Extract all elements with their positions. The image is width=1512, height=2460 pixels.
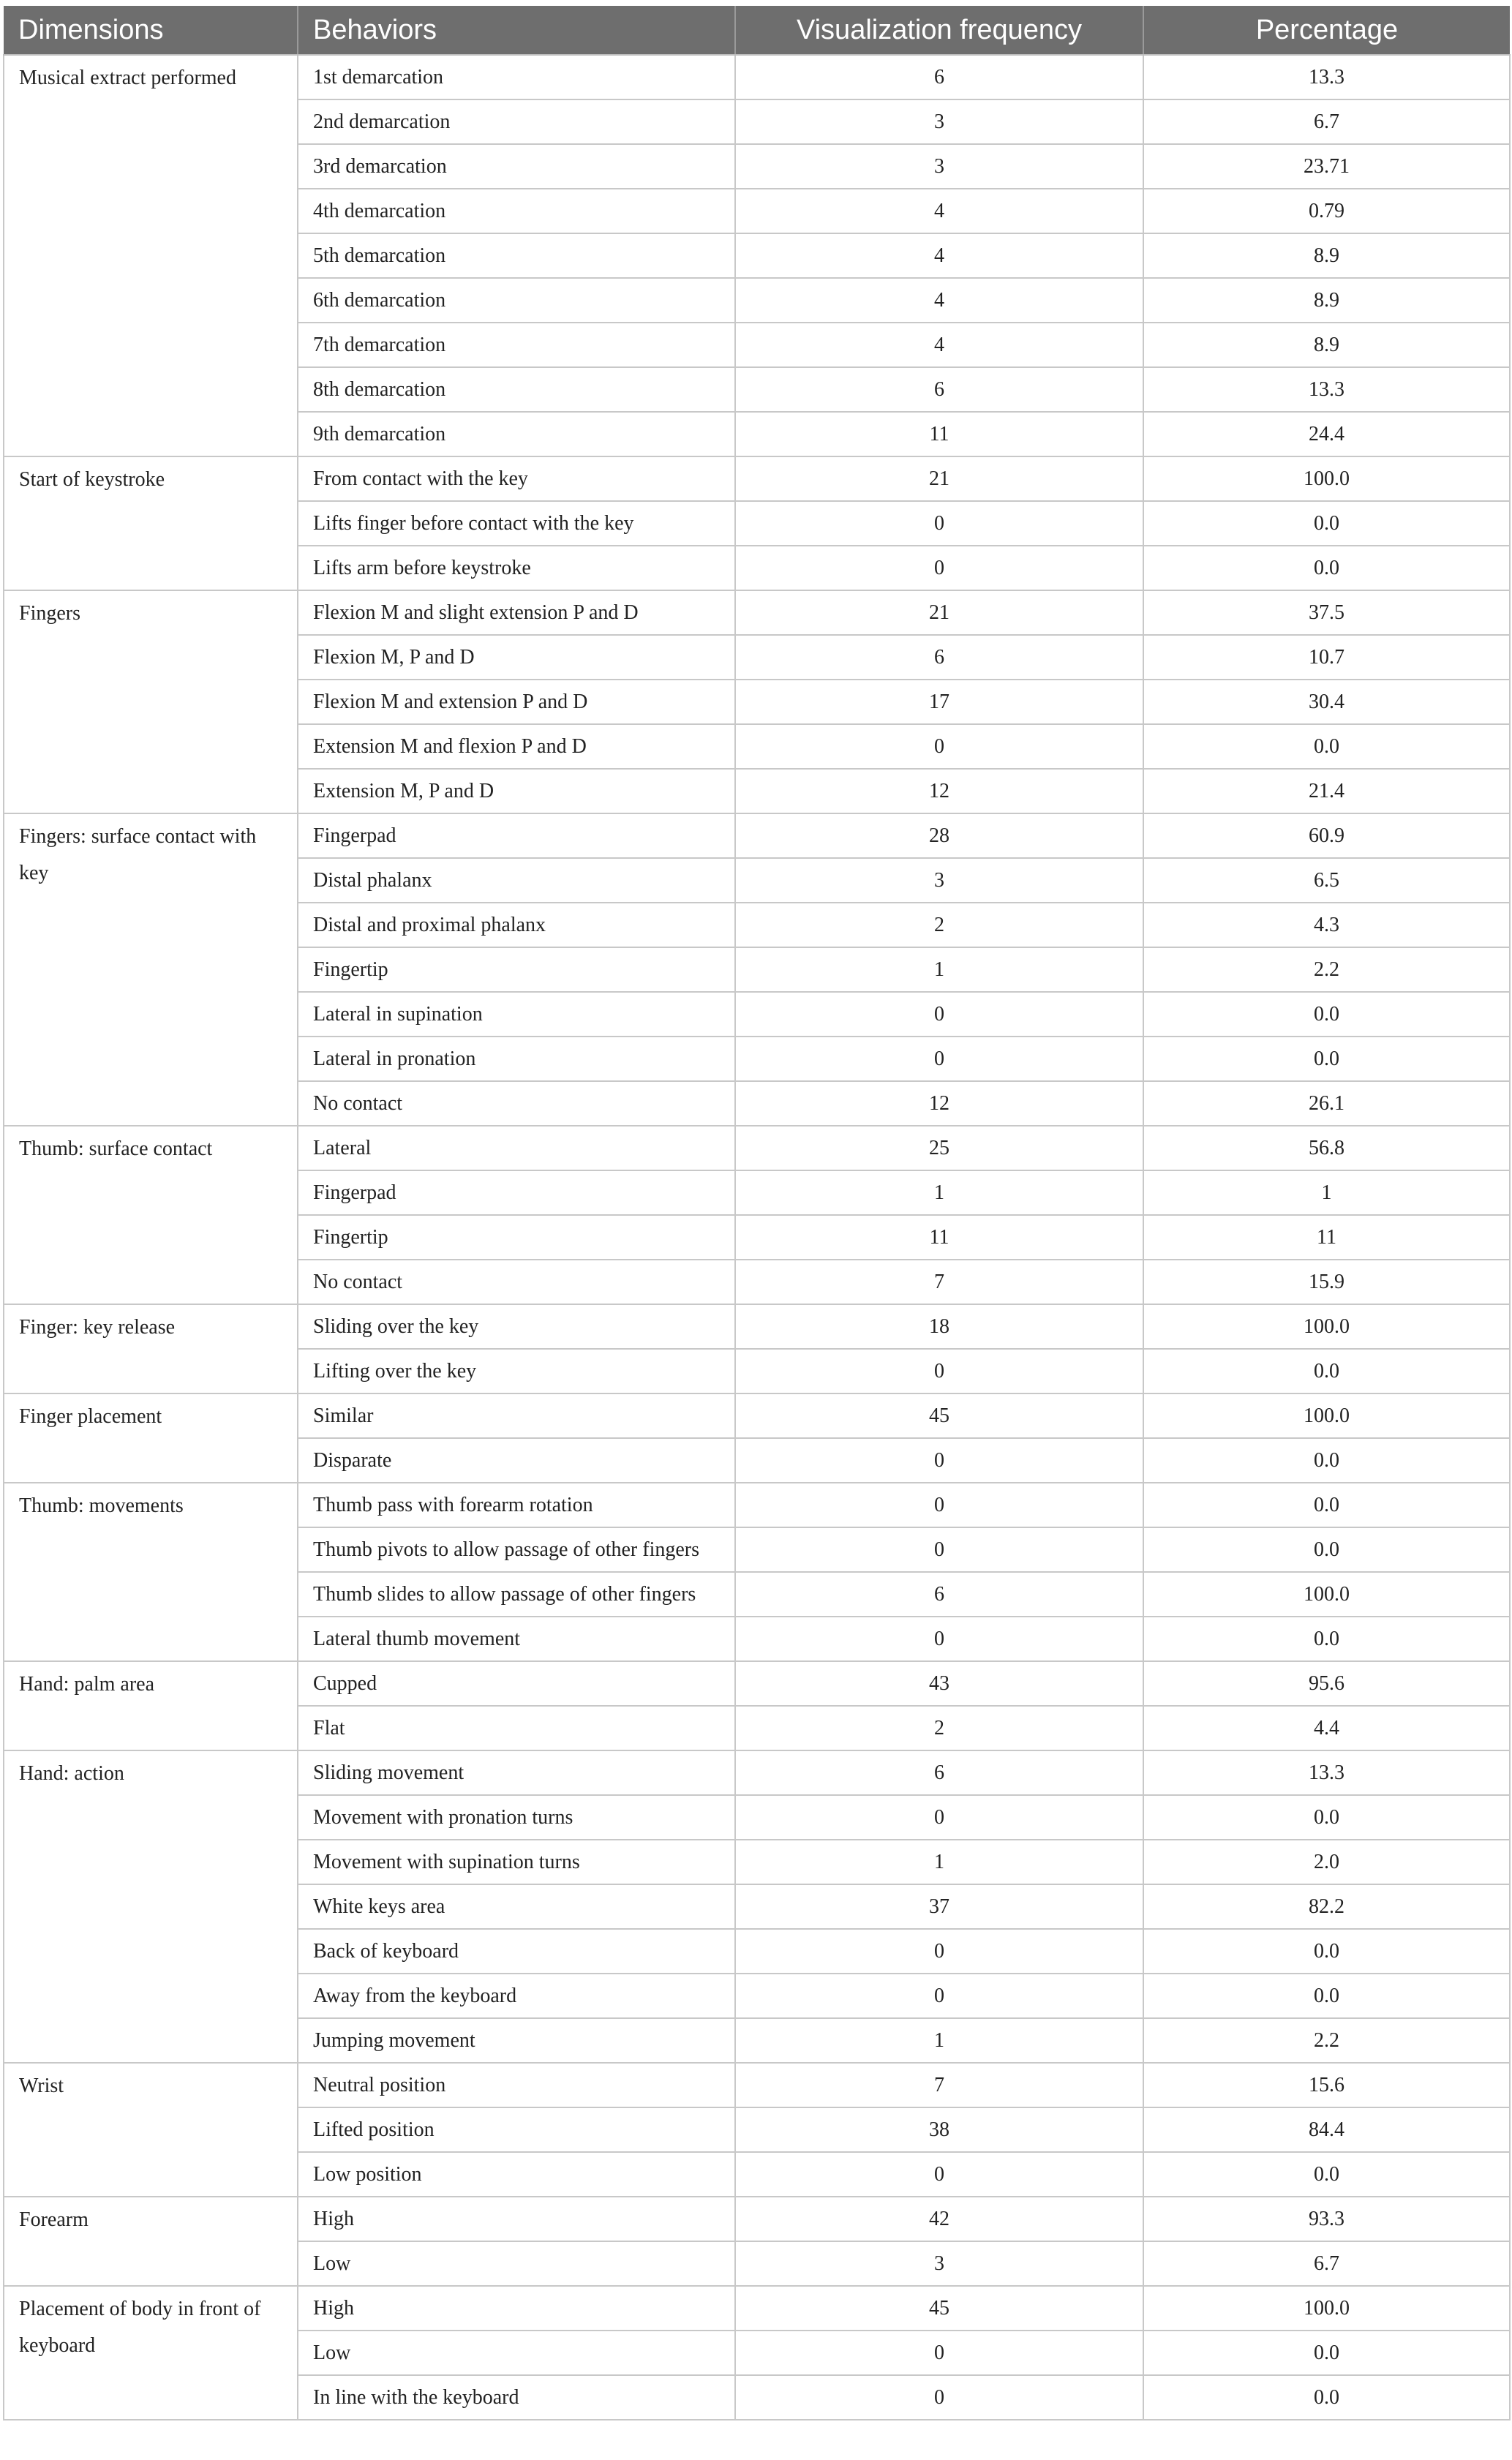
percentage-cell: 0.0 xyxy=(1143,1795,1510,1840)
percentage-cell: 13.3 xyxy=(1143,1750,1510,1795)
percentage-cell: 100.0 xyxy=(1143,2286,1510,2331)
behavior-cell: Extension M and flexion P and D xyxy=(298,724,735,769)
behavior-cell: Jumping movement xyxy=(298,2018,735,2063)
behavior-cell: Lifted position xyxy=(298,2107,735,2152)
percentage-cell: 84.4 xyxy=(1143,2107,1510,2152)
table-row xyxy=(4,1483,1510,1527)
percentage-cell: 6.7 xyxy=(1143,99,1510,144)
frequency-cell: 21 xyxy=(735,590,1143,635)
behavior-cell: 2nd demarcation xyxy=(298,99,735,144)
behavior-cell: Sliding over the key xyxy=(298,1304,735,1349)
behavior-cell: No contact xyxy=(298,1081,735,1126)
frequency-cell: 0 xyxy=(735,2375,1143,2420)
header-dimensions: Dimensions xyxy=(4,6,298,55)
behavior-cell: 5th demarcation xyxy=(298,233,735,278)
frequency-cell: 2 xyxy=(735,903,1143,947)
percentage-cell: 8.9 xyxy=(1143,278,1510,323)
behavior-cell: Extension M, P and D xyxy=(298,769,735,813)
percentage-cell: 100.0 xyxy=(1143,456,1510,501)
frequency-cell: 45 xyxy=(735,2286,1143,2331)
frequency-cell: 38 xyxy=(735,2107,1143,2152)
behavior-cell: Away from the keyboard xyxy=(298,1974,735,2018)
percentage-cell: 13.3 xyxy=(1143,367,1510,412)
frequency-cell: 3 xyxy=(735,99,1143,144)
behavior-cell: 1st demarcation xyxy=(298,55,735,99)
behaviors-table xyxy=(3,6,1511,2420)
percentage-cell: 11 xyxy=(1143,1215,1510,1260)
frequency-cell: 0 xyxy=(735,501,1143,546)
frequency-cell: 3 xyxy=(735,2241,1143,2286)
percentage-cell: 0.0 xyxy=(1143,1527,1510,1572)
percentage-cell: 4.4 xyxy=(1143,1706,1510,1750)
frequency-cell: 0 xyxy=(735,1037,1143,1081)
frequency-cell: 11 xyxy=(735,412,1143,456)
percentage-cell: 37.5 xyxy=(1143,590,1510,635)
percentage-cell: 0.0 xyxy=(1143,501,1510,546)
behavior-cell: 6th demarcation xyxy=(298,278,735,323)
percentage-cell: 0.0 xyxy=(1143,1438,1510,1483)
table-row xyxy=(4,2197,1510,2241)
behavior-cell: Disparate xyxy=(298,1438,735,1483)
table-row xyxy=(4,813,1510,858)
behavior-cell: Sliding movement xyxy=(298,1750,735,1795)
frequency-cell: 11 xyxy=(735,1215,1143,1260)
behavior-cell: Low xyxy=(298,2331,735,2375)
percentage-cell: 100.0 xyxy=(1143,1304,1510,1349)
frequency-cell: 25 xyxy=(735,1126,1143,1170)
dimension-cell: Hand: action xyxy=(4,1750,298,2063)
percentage-cell: 10.7 xyxy=(1143,635,1510,680)
frequency-cell: 0 xyxy=(735,1929,1143,1974)
percentage-cell: 2.0 xyxy=(1143,1840,1510,1884)
percentage-cell: 15.6 xyxy=(1143,2063,1510,2107)
percentage-cell: 56.8 xyxy=(1143,1126,1510,1170)
percentage-cell: 0.0 xyxy=(1143,2331,1510,2375)
behavior-cell: Low position xyxy=(298,2152,735,2197)
behavior-cell: Similar xyxy=(298,1393,735,1438)
table-row xyxy=(4,1126,1510,1170)
percentage-cell: 95.6 xyxy=(1143,1661,1510,1706)
percentage-cell: 0.0 xyxy=(1143,992,1510,1037)
behavior-cell: Flexion M, P and D xyxy=(298,635,735,680)
frequency-cell: 1 xyxy=(735,947,1143,992)
table-row xyxy=(4,456,1510,501)
behavior-cell: Neutral position xyxy=(298,2063,735,2107)
frequency-cell: 0 xyxy=(735,546,1143,590)
behavior-cell: Flexion M and extension P and D xyxy=(298,680,735,724)
frequency-cell: 12 xyxy=(735,1081,1143,1126)
frequency-cell: 2 xyxy=(735,1706,1143,1750)
dimension-cell: Musical extract performed xyxy=(4,55,298,456)
frequency-cell: 7 xyxy=(735,2063,1143,2107)
percentage-cell: 100.0 xyxy=(1143,1572,1510,1617)
frequency-cell: 42 xyxy=(735,2197,1143,2241)
behavior-cell: In line with the keyboard xyxy=(298,2375,735,2420)
behavior-cell: 7th demarcation xyxy=(298,323,735,367)
behavior-cell: Fingertip xyxy=(298,947,735,992)
header-behaviors: Behaviors xyxy=(298,6,735,55)
table-row xyxy=(4,55,1510,99)
behavior-cell: Lateral in pronation xyxy=(298,1037,735,1081)
frequency-cell: 0 xyxy=(735,1438,1143,1483)
dimension-cell: Finger placement xyxy=(4,1393,298,1483)
table-header xyxy=(4,6,1510,55)
percentage-cell: 0.0 xyxy=(1143,546,1510,590)
percentage-cell: 8.9 xyxy=(1143,233,1510,278)
frequency-cell: 0 xyxy=(735,1527,1143,1572)
percentage-cell: 0.0 xyxy=(1143,724,1510,769)
behavior-cell: Lateral thumb movement xyxy=(298,1617,735,1661)
table-body xyxy=(4,55,1510,2420)
frequency-cell: 3 xyxy=(735,144,1143,189)
behavior-cell: High xyxy=(298,2286,735,2331)
frequency-cell: 12 xyxy=(735,769,1143,813)
behavior-cell: 3rd demarcation xyxy=(298,144,735,189)
percentage-cell: 0.0 xyxy=(1143,2375,1510,2420)
frequency-cell: 21 xyxy=(735,456,1143,501)
percentage-cell: 0.0 xyxy=(1143,1483,1510,1527)
frequency-cell: 18 xyxy=(735,1304,1143,1349)
frequency-cell: 3 xyxy=(735,858,1143,903)
behavior-cell: White keys area xyxy=(298,1884,735,1929)
frequency-cell: 7 xyxy=(735,1260,1143,1304)
behavior-cell: Lateral in supination xyxy=(298,992,735,1037)
percentage-cell: 0.0 xyxy=(1143,1037,1510,1081)
percentage-cell: 13.3 xyxy=(1143,55,1510,99)
behavior-cell: Lifts finger before contact with the key xyxy=(298,501,735,546)
dimension-cell: Fingers: surface contact with key xyxy=(4,813,298,1126)
behavior-cell: Thumb pass with forearm rotation xyxy=(298,1483,735,1527)
header-percentage: Percentage xyxy=(1143,6,1510,55)
percentage-cell: 8.9 xyxy=(1143,323,1510,367)
behavior-cell: Low xyxy=(298,2241,735,2286)
dimension-cell: Hand: palm area xyxy=(4,1661,298,1750)
percentage-cell: 4.3 xyxy=(1143,903,1510,947)
percentage-cell: 100.0 xyxy=(1143,1393,1510,1438)
percentage-cell: 0.0 xyxy=(1143,1617,1510,1661)
percentage-cell: 2.2 xyxy=(1143,947,1510,992)
frequency-cell: 4 xyxy=(735,278,1143,323)
frequency-cell: 4 xyxy=(735,233,1143,278)
frequency-cell: 0 xyxy=(735,1795,1143,1840)
frequency-cell: 1 xyxy=(735,2018,1143,2063)
frequency-cell: 6 xyxy=(735,367,1143,412)
table-row xyxy=(4,2286,1510,2331)
behavior-cell: Flat xyxy=(298,1706,735,1750)
percentage-cell: 6.7 xyxy=(1143,2241,1510,2286)
behavior-cell: Lifting over the key xyxy=(298,1349,735,1393)
frequency-cell: 37 xyxy=(735,1884,1143,1929)
behavior-cell: High xyxy=(298,2197,735,2241)
behavior-cell: Lateral xyxy=(298,1126,735,1170)
percentage-cell: 93.3 xyxy=(1143,2197,1510,2241)
behavior-cell: Fingerpad xyxy=(298,813,735,858)
percentage-cell: 21.4 xyxy=(1143,769,1510,813)
percentage-cell: 26.1 xyxy=(1143,1081,1510,1126)
behavior-cell: From contact with the key xyxy=(298,456,735,501)
table-row xyxy=(4,1304,1510,1349)
behavior-cell: Flexion M and slight extension P and D xyxy=(298,590,735,635)
behavior-cell: Lifts arm before keystroke xyxy=(298,546,735,590)
percentage-cell: 1 xyxy=(1143,1170,1510,1215)
frequency-cell: 0 xyxy=(735,992,1143,1037)
behavior-cell: Fingerpad xyxy=(298,1170,735,1215)
percentage-cell: 0.0 xyxy=(1143,1974,1510,2018)
frequency-cell: 6 xyxy=(735,55,1143,99)
behavior-cell: Movement with pronation turns xyxy=(298,1795,735,1840)
frequency-cell: 0 xyxy=(735,1349,1143,1393)
frequency-cell: 1 xyxy=(735,1170,1143,1215)
percentage-cell: 23.71 xyxy=(1143,144,1510,189)
percentage-cell: 0.0 xyxy=(1143,2152,1510,2197)
behavior-cell: Movement with supination turns xyxy=(298,1840,735,1884)
frequency-cell: 1 xyxy=(735,1840,1143,1884)
table-row xyxy=(4,1393,1510,1438)
dimension-cell: Fingers xyxy=(4,590,298,813)
header-visualization-frequency: Visualization frequency xyxy=(735,6,1143,55)
table-row xyxy=(4,1750,1510,1795)
frequency-cell: 17 xyxy=(735,680,1143,724)
percentage-cell: 30.4 xyxy=(1143,680,1510,724)
frequency-cell: 0 xyxy=(735,1974,1143,2018)
behavior-cell: 9th demarcation xyxy=(298,412,735,456)
dimension-cell: Thumb: movements xyxy=(4,1483,298,1661)
frequency-cell: 0 xyxy=(735,1483,1143,1527)
percentage-cell: 0.79 xyxy=(1143,189,1510,233)
behavior-cell: Distal and proximal phalanx xyxy=(298,903,735,947)
behavior-cell: 8th demarcation xyxy=(298,367,735,412)
dimension-cell: Wrist xyxy=(4,2063,298,2197)
table-row xyxy=(4,2063,1510,2107)
percentage-cell: 0.0 xyxy=(1143,1929,1510,1974)
table-row xyxy=(4,590,1510,635)
behavior-cell: Fingertip xyxy=(298,1215,735,1260)
percentage-cell: 60.9 xyxy=(1143,813,1510,858)
frequency-cell: 45 xyxy=(735,1393,1143,1438)
behavior-cell: 4th demarcation xyxy=(298,189,735,233)
percentage-cell: 2.2 xyxy=(1143,2018,1510,2063)
frequency-cell: 0 xyxy=(735,2152,1143,2197)
behavior-cell: Thumb pivots to allow passage of other fingers xyxy=(298,1527,735,1572)
behavior-cell: Back of keyboard xyxy=(298,1929,735,1974)
behavior-cell: Distal phalanx xyxy=(298,858,735,903)
frequency-cell: 0 xyxy=(735,2331,1143,2375)
frequency-cell: 43 xyxy=(735,1661,1143,1706)
frequency-cell: 6 xyxy=(735,1572,1143,1617)
dimension-cell: Forearm xyxy=(4,2197,298,2286)
dimension-cell: Finger: key release xyxy=(4,1304,298,1393)
table-row xyxy=(4,1661,1510,1706)
percentage-cell: 0.0 xyxy=(1143,1349,1510,1393)
frequency-cell: 6 xyxy=(735,1750,1143,1795)
behavior-cell: Cupped xyxy=(298,1661,735,1706)
frequency-cell: 28 xyxy=(735,813,1143,858)
frequency-cell: 4 xyxy=(735,323,1143,367)
frequency-cell: 6 xyxy=(735,635,1143,680)
frequency-cell: 4 xyxy=(735,189,1143,233)
header-row xyxy=(4,6,1510,55)
percentage-cell: 24.4 xyxy=(1143,412,1510,456)
percentage-cell: 6.5 xyxy=(1143,858,1510,903)
behavior-cell: Thumb slides to allow passage of other fingers xyxy=(298,1572,735,1617)
frequency-cell: 0 xyxy=(735,724,1143,769)
dimension-cell: Thumb: surface contact xyxy=(4,1126,298,1304)
frequency-cell: 0 xyxy=(735,1617,1143,1661)
dimension-cell: Placement of body in front of keyboard xyxy=(4,2286,298,2420)
dimension-cell: Start of keystroke xyxy=(4,456,298,590)
percentage-cell: 82.2 xyxy=(1143,1884,1510,1929)
behavior-cell: No contact xyxy=(298,1260,735,1304)
percentage-cell: 15.9 xyxy=(1143,1260,1510,1304)
